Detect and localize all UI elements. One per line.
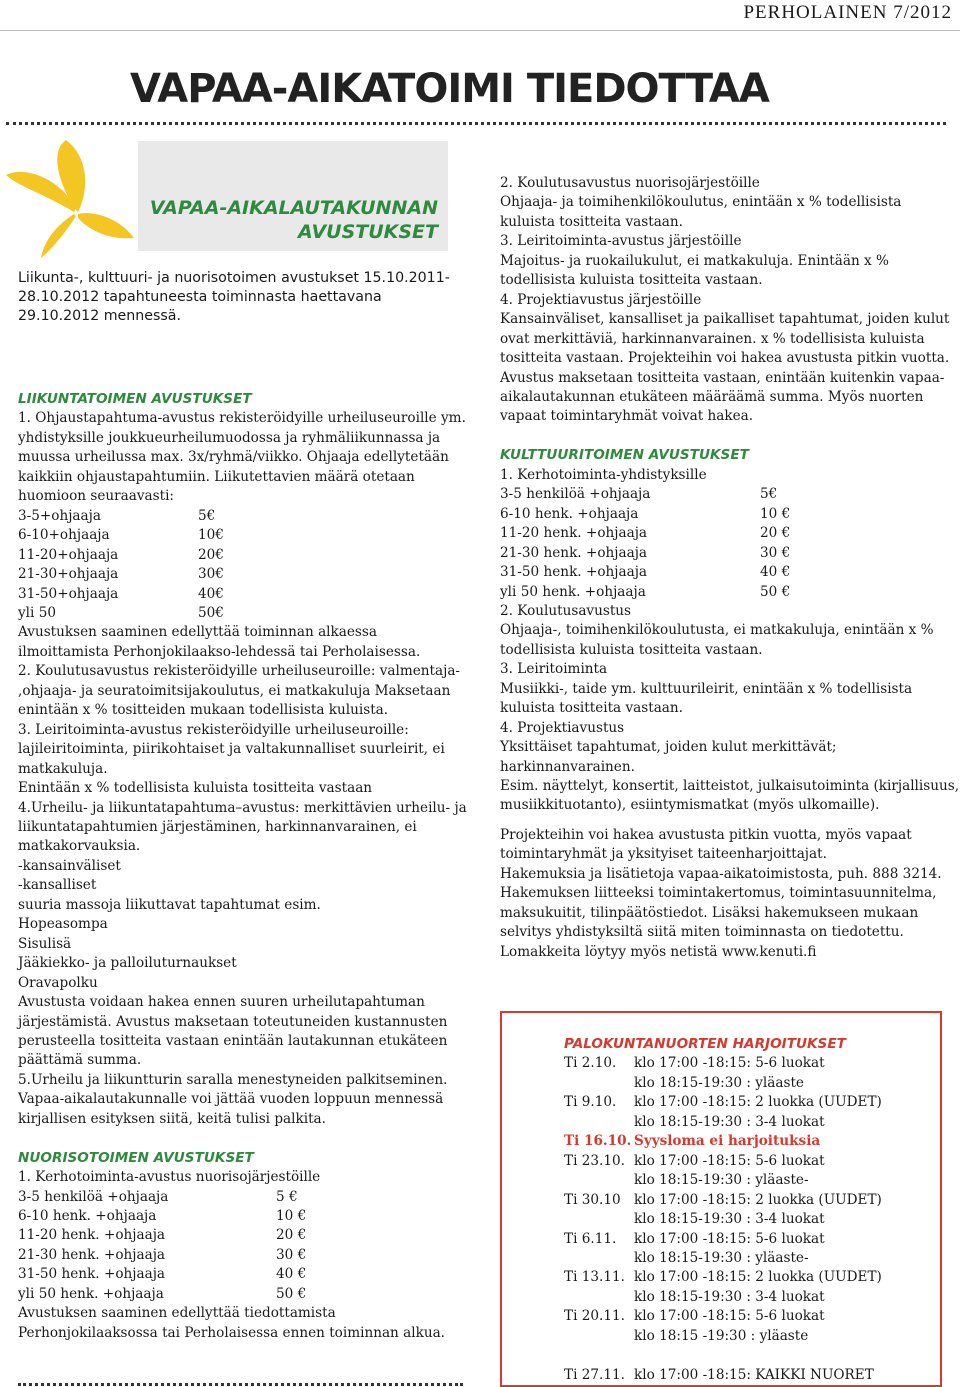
box-title [150,196,438,244]
liikunta-p3: 2. Koulutusavustus rekisteröidyille urheiluseuroille: valmentaja- ,ohjaaja- ja seuratoimitsijakoulutus, ei matkakuluja Maksetaan enintään x % tositteiden mukaan todellisista kuluista. [18,663,461,719]
schedule-row: Ti 30.10 klo 17:00 -18:15: 2 luokka (UUDET) [564,1191,882,1208]
rate-row: 6-10+ohjaaja 10€ [18,527,224,544]
schedule-row: Ti 6.11. klo 17:00 -18:15: 5-6 luokat [564,1230,825,1247]
schedule-row: klo 18:15 -19:30 : yläaste [634,1327,809,1344]
list-item: suuria massoja liikuttavat tapahtumat esim. [18,896,321,913]
rate-row: 11-20 henk. +ohjaaja 20 € [18,1227,307,1244]
box-title-line1: VAPAA-AIKALAUTAKUNNAN [149,197,438,219]
rate-row: 21-30 henk. +ohjaaja 30 € [500,544,791,561]
list-item: Hopeasompa [18,916,108,933]
liikunta-p2: Avustuksen saaminen edellyttää toiminnan alkaessa ilmoittamista Perhonjokilaakso-lehdessä tai Perholaisessa. [18,624,421,660]
liikunta-p5: Enintään x % todellisista kuluista tositteita vastaan [18,780,373,797]
left-column [18,390,468,1343]
schedule-row: klo 18:15-19:30 : 3-4 luokat [634,1113,825,1130]
schedule-content [564,1035,934,1385]
schedule-heading: PALOKUNTANUORTEN HARJOITUKSET [564,1036,846,1052]
running-head: PERHOLAINEN 7/2012 [743,2,952,23]
rate-row: 31-50+ohjaaja 40€ [18,585,224,602]
rate-row: yli 50 henk. +ohjaaja 50 € [500,583,791,600]
rate-row: yli 50 henk. +ohjaaja 50 € [18,1285,307,1302]
list-item: Oravapolku [18,974,98,991]
liikunta-heading: LIIKUNTATOIMEN AVUSTUKSET [18,391,252,407]
rate-row: 3-5 henkilöä +ohjaaja 5 € [18,1188,298,1205]
schedule-row: Ti 9.10. klo 17:00 -18:15: 2 luokka (UUDET) [564,1094,882,1111]
liikunta-p6: 4.Urheilu- ja liikuntatapahtuma–avustus: merkittävien urheilu- ja liikuntatapahtumien järjestäminen, harkinnanvarainen, ei matkakorvauksia. [18,799,467,855]
dotted-divider-bottom [18,1383,463,1386]
nuoriso-rate-table [18,1188,468,1305]
nuoriso-p2: Avustuksen saaminen edellyttää tiedottamista Perhonjokilaaksossa tai Perholaisessa ennen toiminnan alkua. [18,1305,446,1341]
event-list [18,857,468,993]
right-p3: 4. Projektiavustus järjestöille Kansainväliset, kansalliset ja paikalliset tapahtumat, joiden kulut ovat merkittäviä, harkinnanvarainen. x % todellisista kuluista tositteita vastaan. Projekteihin voi hakea avustusta pitkin vuotta. Avustus maksetaan tositteita vastaan, enintään kuitenkin vapaa-aikalautakunnan etukäteen määräämä summa. Myös nuorten vapaat toimintaryhmät voivat hakea. [500,291,950,425]
schedule-row: klo 18:15-19:30 : yläaste- [634,1172,809,1189]
dotted-divider [6,122,946,125]
liikunta-p7: Avustusta voidaan hakea ennen suuren urheilutapahtuman järjestämistä. Avustus maksetaan toteutuneiden kustannusten perusteella tositteita vastaan enintään lautakunnan etukäteen päättämä summa. [18,994,448,1069]
list-item: Jääkiekko- ja palloiluturnaukset [18,955,237,972]
rate-row: 6-10 henk. +ohjaaja 10 € [500,505,791,522]
schedule-box [500,1011,942,1387]
schedule-row: Ti 27.11. klo 17:00 -18:15: KAIKKI NUORET [564,1366,874,1383]
header-rule [0,30,960,31]
rate-row: 11-20+ohjaaja 20€ [18,546,224,563]
schedule-row: klo 18:15-19:30 : yläaste- [634,1249,809,1266]
rate-row: 3-5 henkilöä +ohjaaja 5€ [500,486,778,503]
page-title: VAPAA-AIKATOIMI TIEDOTTAA [130,66,769,112]
list-item: -kansainväliset [18,857,121,874]
right-p2: 3. Leiritoiminta-avustus järjestöille Majoitus- ja ruokailukulut, ei matkakuluja. Enintään x % todellisista kuluista tositteita vastaan. [500,233,889,289]
nuoriso-p1: 1. Kerhotoiminta-avustus nuorisojärjestöille [18,1169,321,1186]
liikunta-p4: 3. Leiritoiminta-avustus rekisteröidyille urheiluseuroille: lajileiritoiminta, piirikohtaiset ja valtakunnalliset suurleirit, ei matkakuluja. [18,721,445,777]
kulttuuri-rate-table [500,485,960,602]
rate-row: 31-50 henk. +ohjaaja 40 € [500,564,791,581]
rate-row: 21-30+ohjaaja 30€ [18,566,224,583]
rate-row: 6-10 henk. +ohjaaja 10 € [18,1208,307,1225]
schedule-row: klo 18:15-19:30 : 3-4 luokat [634,1211,825,1228]
schedule-row: Ti 23.10. klo 17:00 -18:15: 5-6 luokat [564,1152,825,1169]
rate-row: 31-50 henk. +ohjaaja 40 € [18,1266,307,1283]
kulttuuri-p5: Projekteihin voi hakea avustusta pitkin vuotta, myös vapaat toimintaryhmät ja yksityiset taiteenharjoittajat. Hakemuksia ja lisätietoja vapaa-aikatoimistosta, puh. 888 3214. Hakemuksen liitteeksi toimintakertomus, toimintasuunnitelma, maksukuitit, tilinpäätöstiedot. Lisäksi hakemukseen mukaan selvitys yhdistyksiltä siitä miten toiminnasta on tiedotettu. Lomakkeita löytyy myös netistä www.kenuti.fi [500,826,942,960]
liikunta-rate-table [18,507,468,624]
liikunta-p8: 5.Urheilu ja liikuntturin saralla menestyneiden palkitseminen. Vapaa-aikalautakunnalle voi jättää vuoden loppuun mennessä kirjallisen esityksen siitä, keitä tulisi palkita. [18,1071,448,1127]
rate-row: 3-5+ohjaaja 5€ [18,507,216,524]
kulttuuri-p1: 1. Kerhotoiminta-yhdistyksille [500,466,707,483]
schedule-row: Ti 20.11. klo 17:00 -18:15: 5-6 luokat [564,1308,825,1325]
kulttuuri-p4: 4. Projektiavustus Yksittäiset tapahtumat, joiden kulut merkittävät; harkinnanvarainen. Esim. näyttelyt, konsertit, laitteistot, julkaisutoiminta (kirjallisuus, musiikkituotanto), esiintymismatkat (myös ulkomaille). [500,719,960,814]
list-item: Sisulisä [18,935,72,952]
rate-row: 11-20 henk. +ohjaaja 20 € [500,525,791,542]
kulttuuri-p2: 2. Koulutusavustus Ohjaaja-, toimihenkilökoulutusta, ei matkakuluja, enintään x % todellisista kuluista tositteita vastaan. [500,602,934,658]
schedule-row: klo 18:15-19:30 : 3-4 luokat [634,1288,825,1305]
right-p1: 2. Koulutusavustus nuorisojärjestöille Ohjaaja- ja toimihenkilökoulutus, enintään x % todellisista kuluista tositteita vastaan. [500,175,902,230]
schedule-row: Ti 2.10. klo 17:00 -18:15: 5-6 luokat [564,1055,825,1072]
nuoriso-heading: NUORISOTOIMEN AVUSTUKSET [18,1149,254,1166]
rate-row: yli 50 50€ [18,604,224,621]
schedule-row: klo 18:15-19:30 : yläaste [634,1074,804,1091]
intro-text: Liikunta-, kulttuuri- ja nuorisotoimen avustukset 15.10.2011-28.10.2012 tapahtuneesta toiminnasta haettavana 29.10.2012 mennessä. [18,270,450,324]
list-item: -kansalliset [18,877,97,894]
box-title-line2: AVUSTUKSET [298,221,438,243]
liikunta-p1: 1. Ohjaustapahtuma-avustus rekisteröidyille urheiluseuroille ym. yhdistyksille joukkueurheilumuodossa ja ryhmäliikunnassa ja muussa urheilussa max. 3x/ryhmä/viikko. Ohjaaja edellytetään kaikkiin ohjaustapahtumiin. Liikutettavien määrä otetaan huomioon seuraavasti: [18,410,466,505]
schedule-row-holiday: Ti 16.10. Syysloma ei harjoituksia [564,1133,821,1150]
right-column [500,174,960,962]
rate-row: 21-30 henk. +ohjaaja 30 € [18,1246,307,1263]
schedule-row-blank [564,1346,934,1365]
kulttuuri-heading: KULTTUURITOIMEN AVUSTUKSET [500,447,749,464]
butterfly-icon [6,140,136,260]
kulttuuri-p3: 3. Leiritoiminta Musiikki-, taide ym. kulttuurileirit, enintään x % todellisista kuluista tositteita vastaan. [500,661,913,717]
schedule-row: Ti 13.11. klo 17:00 -18:15: 2 luokka (UUDET) [564,1269,882,1286]
